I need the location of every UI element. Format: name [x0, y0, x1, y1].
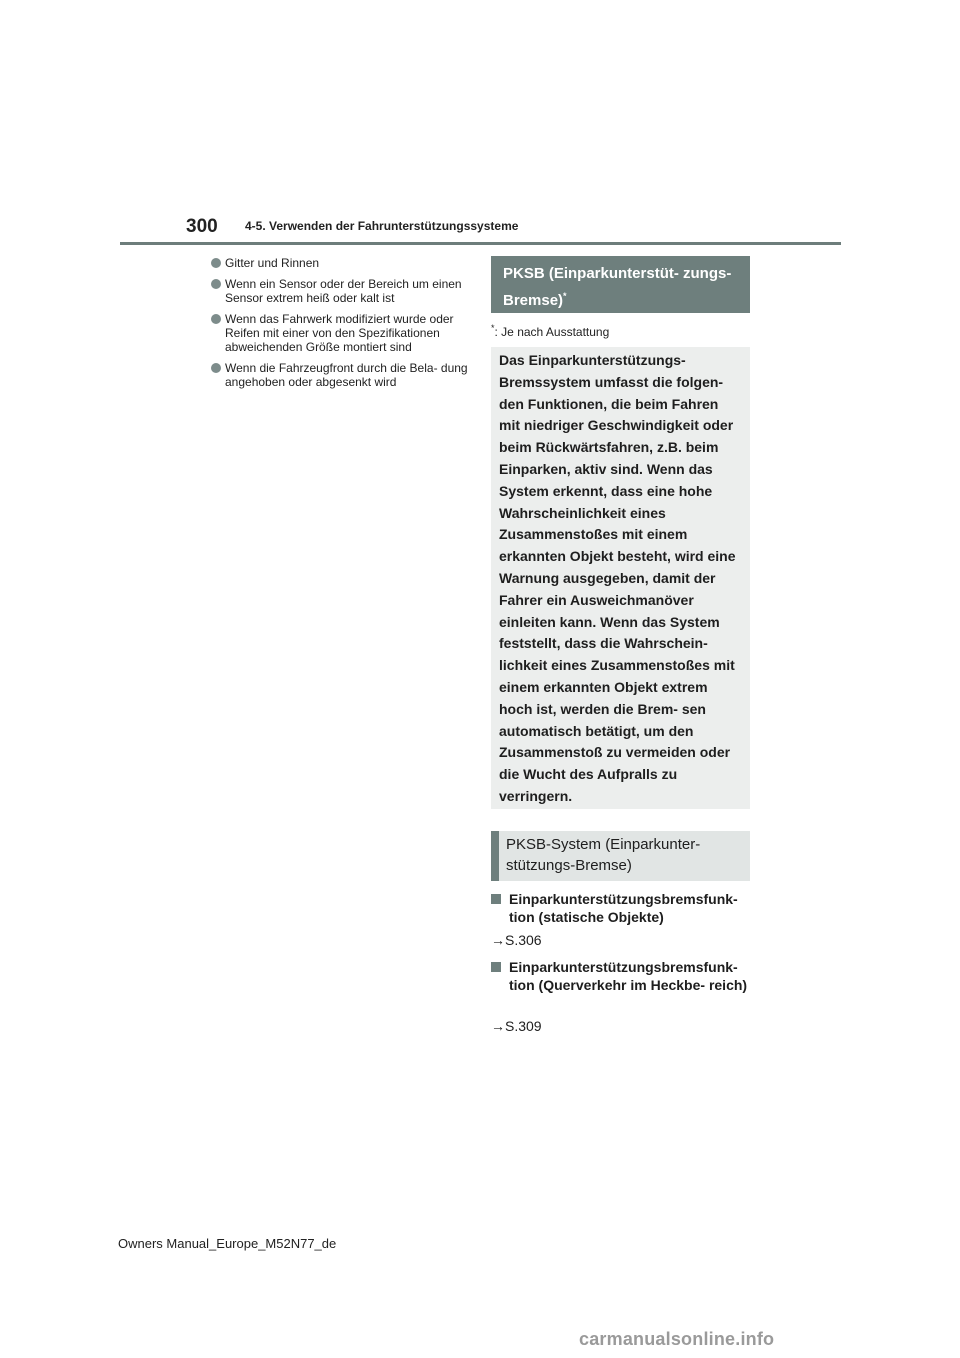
page-number: 300 — [186, 216, 218, 237]
list-item — [491, 958, 751, 994]
list-item — [211, 256, 471, 270]
bullet-text: Wenn das Fahrwerk modifiziert wurde oder Reifen mit einer von den Spezifikationen abweichenden Größe montiert sind — [225, 312, 454, 354]
footnote-text: : Je nach Ausstattung — [494, 325, 610, 339]
square-bullet-icon — [491, 962, 501, 972]
bullet-dot-icon — [211, 314, 221, 324]
info-text: Das Einparkunterstützungs- Bremssystem umfasst die folgen- den Funktionen, die beim Fahren mit niedriger Geschwindigkeit oder beim Rückwärtsfahren, z.B. beim Einparken, aktiv sind. Wenn das System erkennt, dass eine hohe Wahrscheinlichkeit eines Zusammenstoßes mit einem erkannten Objekt besteht, wird eine Warnung ausgegeben, damit der Fahrer ein Ausweichmanöver einleiten kann. Wenn das System feststellt, dass die Wahrschein- lichkeit eines Zusammenstoßes mit einem erkannten Objekt extrem hoch ist, werden die Brem- sen automatisch betätigt, um den Zusammenstoß zu vermeiden oder die Wucht des Aufpralls zu verringern. — [499, 352, 736, 804]
footer-text: Owners Manual_Europe_M52N77_de — [118, 1236, 337, 1251]
item-title: Einparkunterstützungsbremsfunk- tion (Querverkehr im Heckbe- reich) — [509, 959, 748, 993]
list-item — [211, 312, 471, 354]
bullet-dot-icon — [211, 279, 221, 289]
section-title-box — [491, 256, 750, 313]
list-item — [491, 890, 751, 926]
section-title — [503, 262, 743, 312]
footnote-marker: * — [491, 323, 495, 333]
item-title: Einparkunterstützungsbremsfunk- tion (statische Objekte) — [509, 891, 738, 925]
list-item — [211, 277, 471, 305]
bullet-dot-icon — [211, 258, 221, 268]
footnote — [491, 323, 609, 339]
header-divider — [120, 242, 841, 245]
left-bullet-list — [211, 256, 471, 396]
bullet-dot-icon — [211, 363, 221, 373]
subsection-heading — [491, 831, 750, 881]
square-bullet-icon — [491, 894, 501, 904]
bullet-text: Wenn die Fahrzeugfront durch die Bela- dung angehoben oder abgesenkt wird — [225, 361, 468, 389]
list-item — [211, 361, 471, 389]
section-header: 4-5. Verwenden der Fahrunterstützungssysteme — [245, 219, 519, 233]
subsection-title: PKSB-System (Einparkunter- stützungs-Bremse) — [506, 836, 701, 874]
page-reference-link[interactable]: →S.309 — [491, 1018, 542, 1034]
footnote-marker: * — [563, 291, 567, 301]
page-reference-link[interactable]: →S.306 — [491, 932, 542, 948]
watermark: carmanualsonline.info — [579, 1329, 775, 1349]
bullet-text: Wenn ein Sensor oder der Bereich um einen Sensor extrem heiß oder kalt ist — [225, 277, 462, 305]
info-box — [491, 347, 750, 809]
section-title-text: PKSB (Einparkunterstüt- zungs-Bremse) — [503, 265, 732, 309]
bullet-text: Gitter und Rinnen — [225, 256, 320, 270]
